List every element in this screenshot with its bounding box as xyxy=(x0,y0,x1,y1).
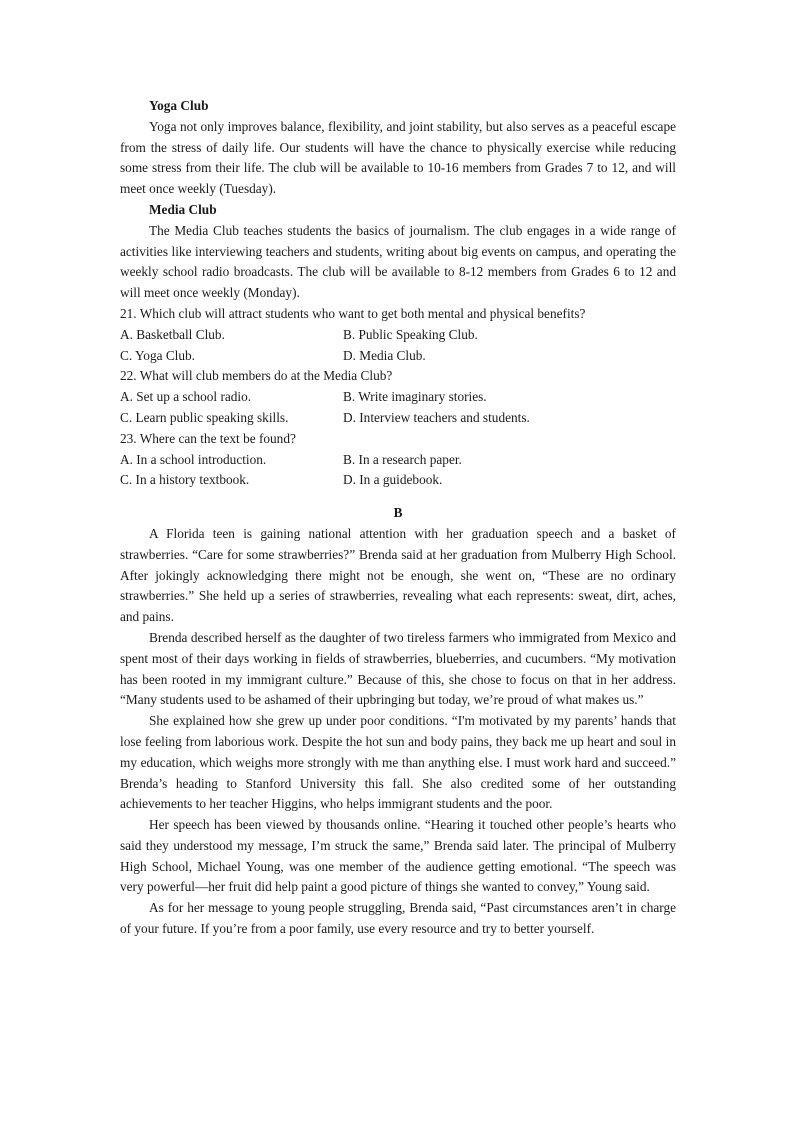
option-d: D. In a guidebook. xyxy=(343,472,443,488)
question-21 xyxy=(120,304,676,366)
yoga-club-title: Yoga Club xyxy=(149,98,209,113)
option-b: B. Public Speaking Club. xyxy=(343,326,478,342)
passage-paragraph: Brenda described herself as the daughter of two tireless farmers who immigrated from Mexico and spent most of their days working in fields of strawberries, blueberries, and cucumbers. “My motivation has been rooted in my immigrant culture.” Because of this, she chose to focus on that in her address. “Many students used to be ashamed of their upbringing but today, we’re proud of what makes us.” xyxy=(120,629,676,708)
section-b-heading: B xyxy=(393,505,403,521)
option-a: A. In a school introduction. xyxy=(120,451,267,467)
media-club-title: Media Club xyxy=(149,201,217,217)
question-options xyxy=(120,450,676,492)
passage-paragraph: As for her message to young people struggling, Brenda said, “Past circumstances aren’t in charge of your future. If you’re from a poor family, use every resource and try to better yourself. xyxy=(120,900,676,937)
option-a: A. Set up a school radio. xyxy=(120,389,252,405)
question-23 xyxy=(120,429,676,491)
option-c: C. Yoga Club. xyxy=(120,347,196,363)
option-b: B. Write imaginary stories. xyxy=(343,389,487,405)
question-options xyxy=(120,325,676,367)
option-c: C. Learn public speaking skills. xyxy=(120,409,289,425)
passage-paragraph: Her speech has been viewed by thousands online. “Hearing it touched other people’s hearts who said they understood my message, I’m struck the same,” Brenda said later. The principal of Mulberry High School, Michael Young, was one member of the audience getting emotional. “The speech was very powerful—her fruit did help paint a good picture of things she wanted to convey,” Young said. xyxy=(120,817,676,895)
passage-paragraph: She explained how she grew up under poor conditions. “I'm motivated by my parents’ hands that lose feeling from laborious work. Despite the hot sun and body pains, they back me up heart and soul in my education, which weighs more strongly with me than anything else. I must work hard and succeed.” Brenda’s heading to Stanford University this fall. She also credited some of her outstanding achievements to her teacher Higgins, who helps immigrant students and the poor. xyxy=(120,713,676,812)
option-b: B. In a research paper. xyxy=(343,451,462,467)
question-22 xyxy=(120,366,676,428)
option-d: D. Media Club. xyxy=(343,347,426,363)
passage-paragraph: A Florida teen is gaining national attention with her graduation speech and a basket of strawberries. “Care for some strawberries?” Brenda said at her graduation from Mulberry High School. After jokingly acknowledging there might not be enough, she went on, “These are no ordinary strawberries.” She held up a series of strawberries, revealing what each represents: sweat, dirt, aches, and pains. xyxy=(120,525,676,625)
option-a: A. Basketball Club. xyxy=(120,326,225,342)
question-stem: 22. What will club members do at the Media Club? xyxy=(120,368,393,384)
question-stem: 23. Where can the text be found? xyxy=(120,430,296,446)
document-page xyxy=(120,96,676,940)
question-options xyxy=(120,387,676,429)
media-club-description: The Media Club teaches students the basics of journalism. The club engages in a wide range of activities like interviewing teachers and students, writing about big events on campus, and operating the weekly school radio broadcasts. The club will be available to 8-12 members from Grades 6 to 12 and will meet once weekly (Monday). xyxy=(120,222,676,301)
yoga-club-description: Yoga not only improves balance, flexibility, and joint stability, but also serves as a peaceful escape from the stress of daily life. Our students will have the chance to physically exercise while reducing some stress from their life. The club will be available to 10-16 members from Grades 7 to 12, and will meet once weekly (Tuesday). xyxy=(120,118,676,197)
question-stem: 21. Which club will attract students who want to get both mental and physical benefits? xyxy=(120,305,586,321)
option-c: C. In a history textbook. xyxy=(120,472,250,488)
option-d: D. Interview teachers and students. xyxy=(343,409,530,425)
